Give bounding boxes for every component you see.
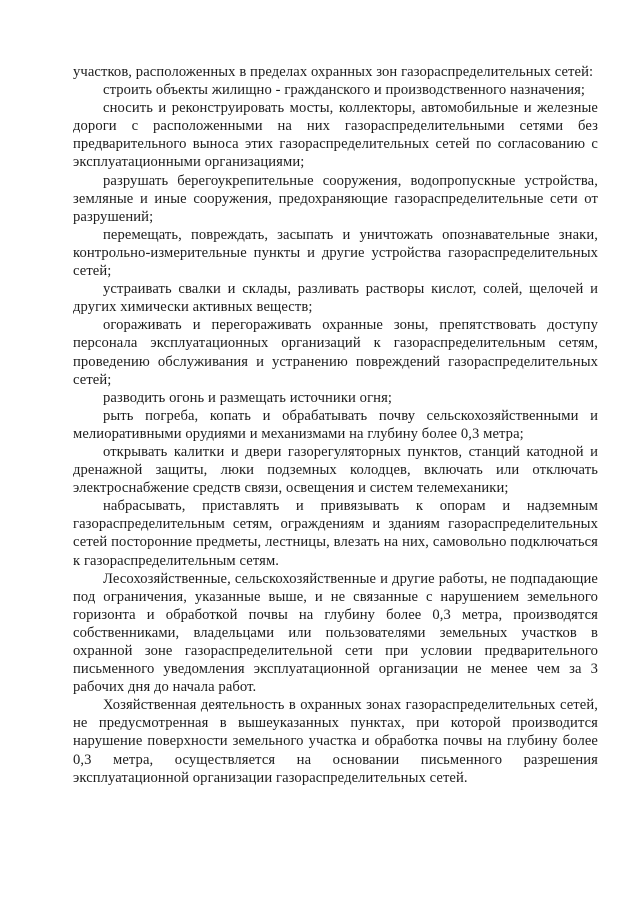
document-body (73, 63, 598, 787)
paragraph-prohibition-construction: строить объекты жилищно - гражданского и производственного назначения; (103, 82, 586, 99)
paragraph-prohibition-fire: разводить огонь и размещать источники огня; (103, 389, 393, 406)
paragraph-continuation: участков, расположенных в пределах охранных зон газораспределительных сетей: (73, 64, 594, 80)
paragraph-prohibition-signs: перемещать, повреждать, засыпать и уничтожать опознавательные знаки, контрольно-измерительные пункты и другие устройства газораспределительных сетей; (73, 226, 598, 280)
paragraph-prohibition-dumps: устраивать свалки и склады, разливать растворы кислот, солей, щелочей и других химически активных веществ; (73, 281, 598, 316)
paragraph-prohibition-destruction: разрушать берегоукрепительные сооружения, водопропускные устройства, земляные и иные сооружения, предохраняющие газораспределительные сети от разрушений; (73, 172, 598, 225)
paragraph-prohibition-gates: открывать калитки и двери газорегуляторных пунктов, станций катодной и дренажной защиты, люки подземных колодцев, включать или отключать электроснабжение средств связи, освещения и систем телемеханики; (73, 443, 598, 497)
paragraph-prohibition-demolition: сносить и реконструировать мосты, коллекторы, автомобильные и железные дороги с расположенными на них газораспределительными сетями без предварительного выноса этих газораспределительных сетей по согласованию с эксплуатационными организациями; (73, 100, 598, 171)
paragraph-prohibition-digging: рыть погреба, копать и обрабатывать почву сельскохозяйственными и мелиоративными орудиями и механизмами на глубину более 0,3 метра; (73, 407, 598, 442)
paragraph-permitted-works: Лесохозяйственные, сельскохозяйственные и другие работы, не подпадающие под ограничения, указанные выше, и не связанные с нарушением земельного горизонта и обработкой почвы на глубину более 0,3 метра, производятся собственниками, владельцами или пользователями земельных участков в охранной зоне газораспределительной сети при условии предварительного письменного уведомления эксплуатационной организации не менее чем за 3 рабочих дня до начала работ. (73, 570, 598, 696)
paragraph-prohibition-objects: набрасывать, приставлять и привязывать к опорам и надземным газораспределительным сетям, ограждениям и зданиям газораспределительных сетей посторонние предметы, лестницы, влезать на них, самовольно подключаться к газораспределительным сетям. (73, 498, 598, 569)
paragraph-economic-activity: Хозяйственная деятельность в охранных зонах газораспределительных сетей, не предусмотренная в вышеуказанных пунктах, при которой производится нарушение поверхности земельного участка и обработка почвы на глубину более 0,3 метра, осуществляется на основании письменного разрешения эксплуатационной организации газораспределительных сетей. (73, 697, 598, 786)
paragraph-prohibition-fencing: огораживать и перегораживать охранные зоны, препятствовать доступу персонала эксплуатационных организаций к газораспределительным сетям, проведению обслуживания и устранению повреждений газораспределительных сетей; (73, 317, 598, 388)
